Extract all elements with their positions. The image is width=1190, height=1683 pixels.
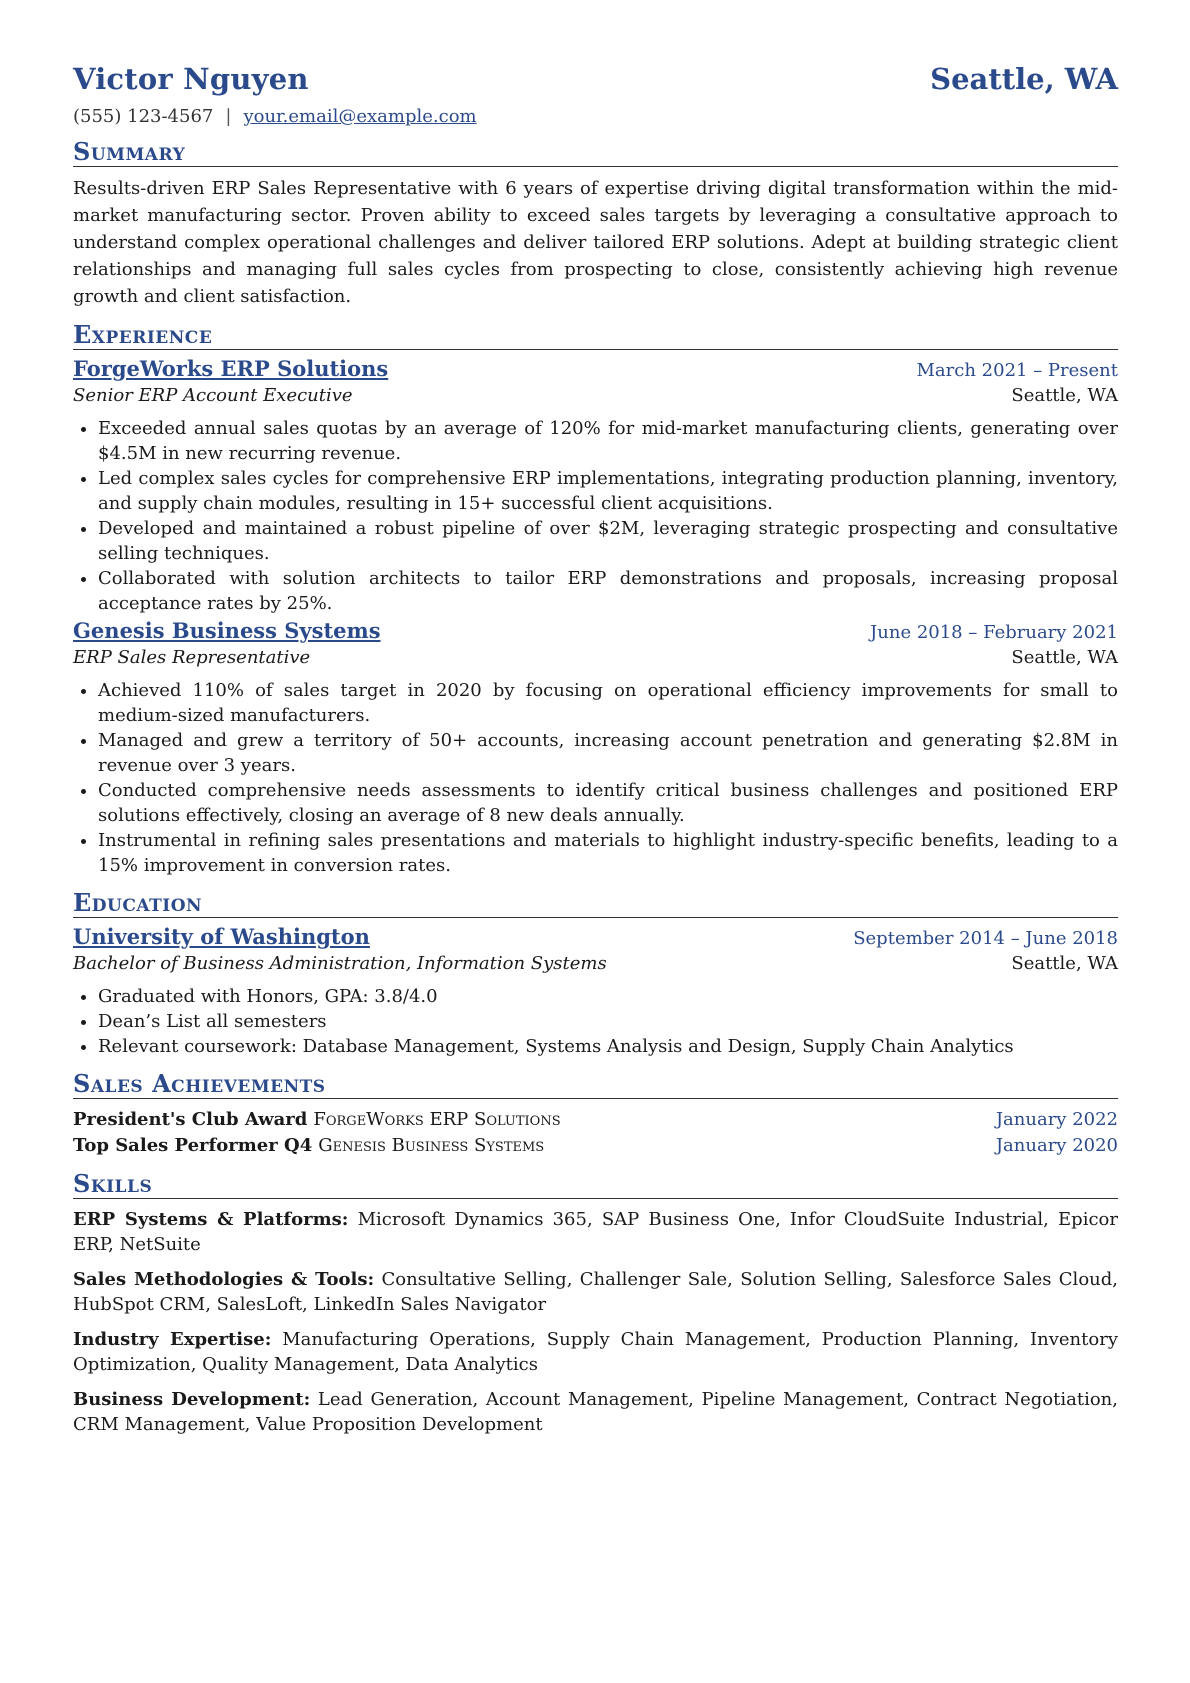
achievement-title: President's Club Award [73,1109,308,1130]
experience-section [73,322,1118,878]
job-dates: March 2021 – Present [916,360,1118,381]
job-role: Senior ERP Account Executive [73,385,353,406]
summary-section [73,139,1118,310]
skill-group [73,1387,1118,1437]
bullet-item: • Developed and maintained a robust pipeline of over $2M, leveraging strategic prospecting and consultative selling techniques. [98,516,1118,566]
skill-group [73,1327,1118,1377]
candidate-name: Victor Nguyen [73,62,309,96]
company-name[interactable]: Genesis Business Systems [73,618,381,643]
section-title-summary: Summary [73,139,1118,167]
job-bullets [73,678,1118,878]
achievement-org: Genesis Business Systems [318,1135,545,1156]
job-location: Seattle, WA [1011,385,1118,406]
skill-group-label: ERP Systems & Platforms: [73,1209,349,1230]
bullet-item: • Conducted comprehensive needs assessments to identify critical business challenges and positioned ERP solutions effectively, closing an average of 8 new deals annually. [98,778,1118,828]
bullet-item: • Instrumental in refining sales presentations and materials to highlight industry-specific benefits, leading to a 15% improvement in conversion rates. [98,828,1118,878]
job-location: Seattle, WA [1011,647,1118,668]
section-title-education: Education [73,890,1118,918]
job-role: ERP Sales Representative [73,647,311,668]
achievement-row [73,1107,1118,1133]
phone-number: (555) 123-4567 [73,106,214,127]
bullet-item: • Led complex sales cycles for comprehensive ERP implementations, integrating production planning, inventory, and supply chain modules, resulting in 15+ successful client acquisitions. [98,466,1118,516]
section-title-experience: Experience [73,322,1118,350]
education-location: Seattle, WA [1011,953,1118,974]
skill-group-label: Business Development: [73,1389,311,1410]
education-section [73,890,1118,1059]
contact-separator: | [225,106,232,127]
education-dates: September 2014 – June 2018 [853,928,1118,949]
achievement-title: Top Sales Performer Q4 [73,1135,313,1156]
bullet-item: • Achieved 110% of sales target in 2020 by focusing on operational efficiency improvements for small to medium-sized manufacturers. [98,678,1118,728]
header [73,62,1118,96]
skills-section [73,1171,1118,1437]
bullet-item: • Exceeded annual sales quotas by an average of 120% for mid-market manufacturing clients, generating over $4.5M in new recurring revenue. [98,416,1118,466]
bullet-item: • Managed and grew a territory of 50+ accounts, increasing account penetration and generating $2.8M in revenue over 3 years. [98,728,1118,778]
email-link[interactable]: your.email@example.com [243,106,477,127]
bullet-item: • Graduated with Honors, GPA: 3.8/4.0 [98,984,1118,1009]
skill-group-label: Sales Methodologies & Tools: [73,1269,375,1290]
school-name[interactable]: University of Washington [73,924,370,949]
skill-group-label: Industry Expertise: [73,1329,272,1350]
contact-line [73,106,1118,127]
section-title-skills: Skills [73,1171,1118,1199]
education-bullets [73,984,1118,1059]
job-entry [73,356,1118,616]
bullet-item: • Dean’s List all semesters [98,1009,1118,1034]
achievement-date: January 2020 [995,1135,1118,1156]
achievement-date: January 2022 [995,1109,1118,1130]
skill-group-items: Consultative Selling, Challenger Sale, Solution Selling, Salesforce Sales Cloud, HubSpot CRM, SalesLoft, LinkedIn Sales Navigator [73,1269,1118,1315]
skill-group-items: Manufacturing Operations, Supply Chain Management, Production Planning, Inventory Optimization, Quality Management, Data Analytics [73,1329,1118,1375]
summary-text: Results-driven ERP Sales Representative with 6 years of expertise driving digital transformation within the mid-market manufacturing sector. Proven ability to exceed sales targets by leveraging a consultative approach to understand complex operational challenges and deliver tailored ERP solutions. Adept at building strategic client relationships and managing full sales cycles from prospecting to close, consistently achieving high revenue growth and client satisfaction. [73,178,1118,307]
skill-group [73,1207,1118,1257]
company-name[interactable]: ForgeWorks ERP Solutions [73,356,389,381]
candidate-location: Seattle, WA [930,62,1118,96]
skill-group-items: Lead Generation, Account Management, Pipeline Management, Contract Negotiation, CRM Management, Value Proposition Development [73,1389,1118,1435]
skill-group-items: Microsoft Dynamics 365, SAP Business One, Infor CloudSuite Industrial, Epicor ERP, NetSuite [73,1209,1118,1255]
degree: Bachelor of Business Administration, Information Systems [73,953,607,974]
bullet-item: • Relevant coursework: Database Management, Systems Analysis and Design, Supply Chain Analytics [98,1034,1118,1059]
job-dates: June 2018 – February 2021 [870,622,1118,643]
section-title-achievements: Sales Achievements [73,1071,1118,1099]
job-entry [73,618,1118,878]
achievement-row [73,1133,1118,1159]
job-bullets [73,416,1118,616]
bullet-item: • Collaborated with solution architects to tailor ERP demonstrations and proposals, increasing proposal acceptance rates by 25%. [98,566,1118,616]
achievement-org: ForgeWorks ERP Solutions [313,1109,561,1130]
achievements-section [73,1071,1118,1159]
skill-group [73,1267,1118,1317]
